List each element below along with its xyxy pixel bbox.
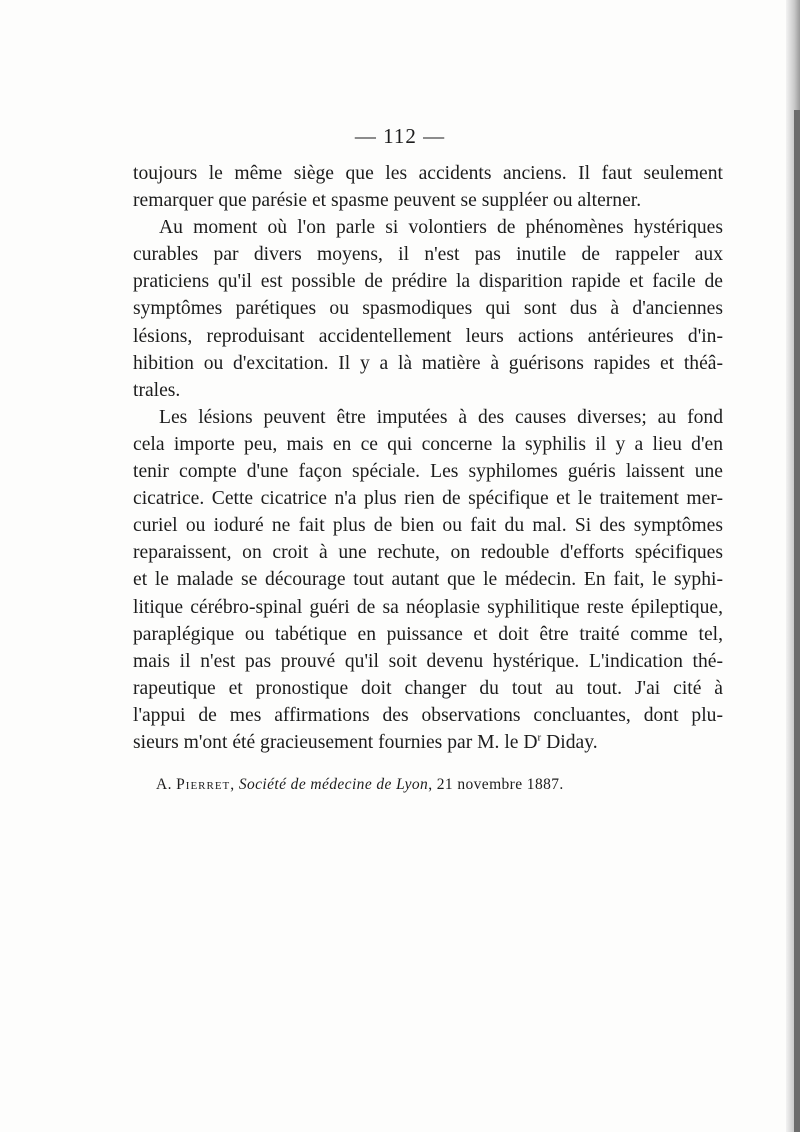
citation (156, 776, 716, 794)
body-text (133, 160, 723, 756)
text-line-final (133, 729, 723, 756)
text-line: rapeutique et pronostique doit changer du tout au tout. J'ai cité à (133, 677, 723, 699)
text-line: litique cérébro-spinal guéri de sa néoplasie syphilitique reste épileptique, (133, 596, 723, 618)
citation-author: Pierret (176, 776, 231, 793)
text-line: curables par divers moyens, il n'est pas inutile de rappeler aux (133, 244, 723, 266)
text-line: tenir compte d'une façon spéciale. Les syphilomes guéris laissent une (133, 461, 723, 483)
text-line: praticiens qu'il est possible de prédire la disparition rapide et facile de (133, 271, 723, 293)
text-line: remarquer que parésie et spasme peuvent se suppléer ou alterner. (133, 190, 642, 212)
page-edge-dark (794, 110, 800, 1132)
superscript: r (537, 731, 542, 744)
text-line: cela importe peu, mais en ce qui concerne la syphilis il y a lieu d'en (133, 433, 723, 455)
text-line: Les lésions peuvent être imputées à des causes diverses; au fond (159, 406, 723, 428)
citation-source: Société de médecine de Lyon (238, 776, 429, 793)
text-line: cicatrice. Cette cicatrice n'a plus rien de spécifique et le traitement mer- (133, 488, 723, 510)
text-line: hibition ou d'excitation. Il y a là matière à guérisons rapides et théâ- (133, 352, 723, 374)
text-line: mais il n'est pas prouvé qu'il soit devenu hystérique. L'indication thé- (133, 650, 723, 672)
page-number: — 112 — (354, 124, 446, 148)
citation-sep: , (230, 776, 239, 793)
text-line: Au moment où l'on parle si volontiers de phénomènes hystériques (159, 217, 723, 239)
text-line: curiel ou ioduré ne fait plus de bien ou fait du mal. Si des symptômes (133, 515, 723, 537)
text-line: et le malade se décourage tout autant que le médecin. En fait, le syphi- (133, 569, 723, 591)
text-line: trales. (133, 379, 181, 401)
text-line: reparaissent, on croit à une rechute, on redouble d'efforts spécifiques (133, 542, 723, 564)
text-fragment: Diday. (541, 731, 598, 753)
text-line: paraplégique ou tabétique en puissance et doit être traité comme tel, (133, 623, 723, 645)
text-line: symptômes parétiques ou spasmodiques qui sont dus à d'anciennes (133, 298, 723, 320)
citation-date: , 21 novembre 1887. (428, 776, 564, 793)
citation-prefix: A. (156, 776, 177, 793)
text-line: toujours le même siège que les accidents anciens. Il faut seulement (133, 163, 723, 184)
text-line: lésions, reproduisant accidentellement leurs actions antérieures d'in- (133, 325, 723, 347)
text-fragment: sieurs m'ont été gracieusement fournies par M. le D (133, 731, 538, 753)
text-line: l'appui de mes affirmations des observations concluantes, dont plu- (133, 704, 723, 726)
